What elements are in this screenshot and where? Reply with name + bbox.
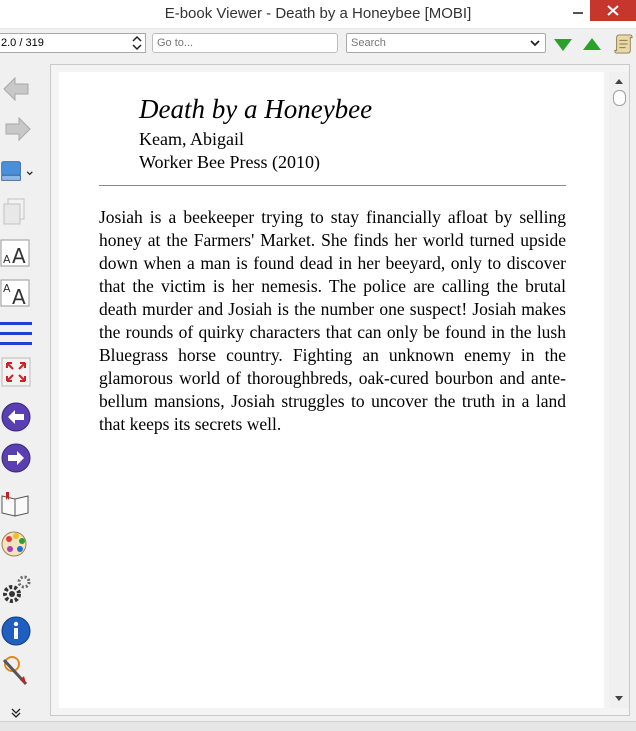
search-combobox[interactable] bbox=[346, 33, 546, 53]
chevron-down-icon[interactable] bbox=[530, 40, 540, 47]
previous-page-icon[interactable] bbox=[0, 400, 34, 434]
metadata-icon[interactable] bbox=[0, 654, 34, 688]
status-strip bbox=[0, 721, 636, 731]
book-title: Death by a Honeybee bbox=[139, 94, 373, 124]
scroll-reference-icon[interactable] bbox=[612, 34, 634, 54]
print-icon[interactable] bbox=[0, 154, 34, 188]
goto-input[interactable] bbox=[152, 33, 338, 53]
search-placeholder: Search bbox=[351, 37, 386, 49]
close-icon bbox=[607, 5, 619, 16]
title-bar bbox=[0, 0, 636, 29]
fullscreen-icon[interactable] bbox=[0, 356, 34, 390]
next-page-icon[interactable] bbox=[0, 441, 34, 475]
find-previous-arrow-up-icon[interactable] bbox=[581, 34, 603, 54]
position-value: 2.0 / 319 bbox=[1, 37, 44, 49]
scroll-down-icon[interactable] bbox=[615, 696, 623, 702]
back-arrow-icon[interactable] bbox=[0, 72, 34, 106]
toolbar bbox=[0, 29, 636, 59]
preferences-gear-icon[interactable] bbox=[0, 572, 34, 606]
minimize-button[interactable] bbox=[568, 2, 590, 22]
vertical-scrollbar[interactable] bbox=[609, 72, 629, 708]
info-icon[interactable] bbox=[0, 614, 34, 648]
spin-arrows-icon[interactable] bbox=[131, 35, 143, 51]
font-larger-icon[interactable] bbox=[0, 236, 34, 270]
position-spinbox[interactable] bbox=[0, 33, 146, 53]
book-publisher: Worker Bee Press (2010) bbox=[139, 152, 321, 172]
font-smaller-icon[interactable] bbox=[0, 276, 34, 310]
scroll-thumb[interactable] bbox=[613, 90, 626, 106]
svg-text:A: A bbox=[12, 285, 26, 309]
copy-icon[interactable] bbox=[0, 195, 34, 229]
svg-text:A: A bbox=[3, 282, 11, 295]
scroll-up-icon[interactable] bbox=[615, 78, 623, 84]
divider bbox=[99, 185, 566, 186]
close-button[interactable] bbox=[590, 0, 636, 21]
svg-text:A: A bbox=[3, 253, 11, 266]
svg-text:A: A bbox=[12, 244, 26, 268]
forward-arrow-icon[interactable] bbox=[0, 112, 34, 146]
book-description: Josiah is a beekeeper trying to stay financially afloat by selling honey at the Farmers' Market. She finds her world turned upside down when a man is found dead in her beeyard, only to discover that the victim is her nemesis. The police are calling the brutal death murder and Josiah is the number one suspect! Josiah makes the rounds of quirky characters that can only be found in the lush Bluegrass horse country. Fighting an unknown enemy in the glamorous world of thoroughbreds, oak-cured bourbon and ante-bellum mansions, Josiah struggles to uncover the truth in a land that keeps its secrets well. bbox=[99, 207, 566, 434]
toc-icon[interactable] bbox=[0, 316, 34, 350]
book-author: Keam, Abigail bbox=[139, 129, 244, 149]
tool-sidebar bbox=[0, 62, 40, 731]
window-title: E-book Viewer - Death by a Honeybee [MOBI] bbox=[164, 5, 472, 22]
more-tools-chevron-icon[interactable] bbox=[10, 707, 22, 719]
find-next-arrow-down-icon[interactable] bbox=[552, 34, 574, 54]
bookmarks-icon[interactable] bbox=[0, 486, 34, 520]
themes-icon[interactable] bbox=[0, 526, 34, 560]
